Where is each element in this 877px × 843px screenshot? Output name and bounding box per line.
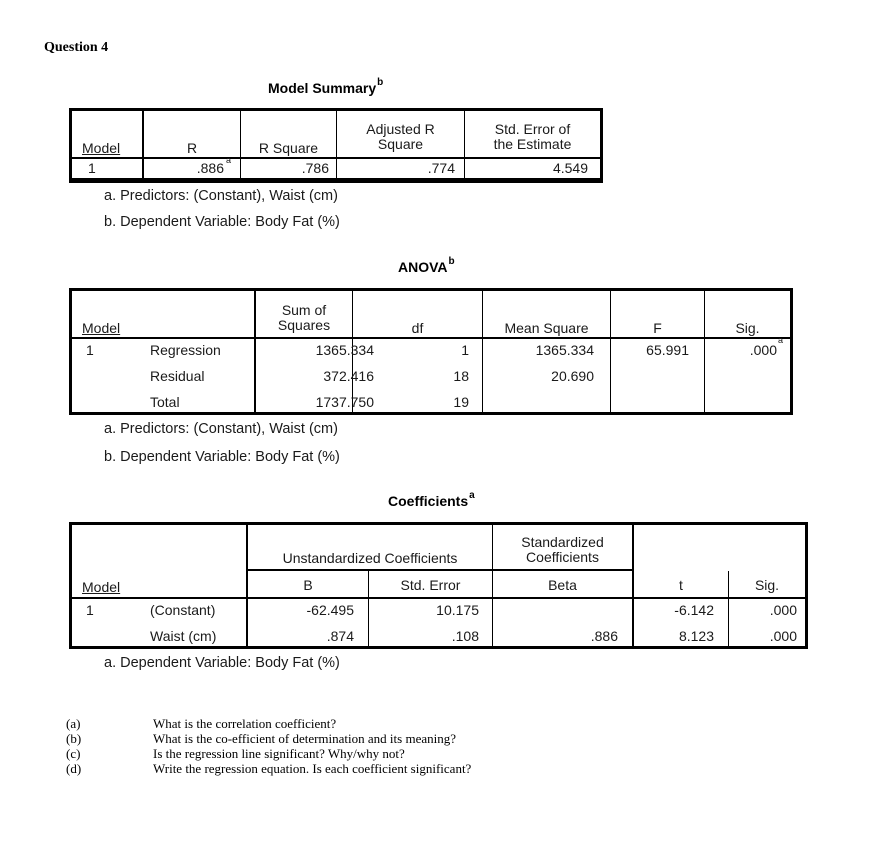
ms-footnote-a: a. Predictors: (Constant), Waist (cm)	[104, 188, 338, 204]
ms-cell-adj-r: .774	[427, 160, 455, 176]
anova-row-label: Regression	[150, 342, 221, 358]
anova-header-divider	[72, 337, 790, 339]
anova-cell-ss: 372.416	[323, 368, 374, 384]
ms-header-adj-r	[337, 122, 464, 152]
question-letter: (c)	[66, 746, 81, 761]
anova-header-ss-line1: Sum of	[281, 302, 327, 318]
ms-cell-r-square: .786	[301, 160, 329, 176]
coef-header-std-error: Std. Error	[400, 577, 461, 593]
anova-cell-df: 19	[453, 394, 469, 410]
anova-title	[398, 256, 455, 275]
anova-header-ss	[256, 303, 352, 333]
coefficients-table	[69, 522, 808, 649]
coef-cell-t: 8.123	[678, 628, 714, 644]
coef-header-std	[493, 535, 632, 565]
anova-row-label: Total	[150, 394, 180, 410]
ms-header-r: R	[186, 140, 198, 156]
coef-header-sig: Sig.	[754, 577, 780, 593]
coef-row-label: Waist (cm)	[150, 628, 217, 644]
question-text: What is the correlation coefficient?	[153, 716, 337, 731]
model-summary-table	[69, 108, 603, 183]
ms-cell-model: 1	[88, 160, 96, 176]
ms-header-std-error	[465, 122, 600, 152]
anova-cell-df: 1	[461, 342, 469, 358]
coef-cell-b: .874	[326, 628, 354, 644]
anova-cell-sig: .000	[749, 342, 777, 358]
coef-cell-model: 1	[86, 602, 94, 618]
ms-header-std-error-line1: Std. Error of	[494, 121, 571, 137]
coef-cell-sig: .000	[769, 602, 797, 618]
ms-cell-r: .886	[196, 160, 224, 176]
coef-cell-beta: .886	[590, 628, 618, 644]
anova-table	[69, 288, 793, 415]
ms-cell-r-sup: a	[226, 155, 232, 165]
question-letter: (b)	[66, 731, 82, 746]
anova-row-label: Residual	[150, 368, 205, 384]
anova-header-ss-line2: Squares	[277, 317, 331, 333]
question-letter: (d)	[66, 761, 82, 776]
coef-footnote-a: a. Dependent Variable: Body Fat (%)	[104, 655, 340, 671]
coefficients-title	[388, 490, 475, 509]
anova-header-model: Model	[82, 320, 121, 336]
ms-footnote-b: b. Dependent Variable: Body Fat (%)	[104, 214, 340, 230]
anova-cell-ss: 1365.334	[315, 342, 374, 358]
question-text: Is the regression line significant? Why/why not?	[153, 746, 405, 761]
anova-cell-f: 65.991	[646, 342, 689, 358]
coef-cell-b: -62.495	[306, 602, 354, 618]
coefficients-title-sup: a	[469, 490, 475, 501]
anova-title-sup: b	[448, 256, 455, 267]
coef-cell-se: .108	[451, 628, 479, 644]
coef-header-divider	[72, 597, 805, 599]
coef-header-unstd: Unstandardized Coefficients	[282, 550, 458, 566]
anova-cell-ms: 1365.334	[535, 342, 594, 358]
anova-cell-model: 1	[86, 342, 94, 358]
ms-cell-std-error: 4.549	[552, 160, 588, 176]
anova-header-f: F	[653, 320, 662, 336]
question-text: What is the co-efficient of determination and its meaning?	[153, 731, 456, 746]
coef-header-std-line1: Standardized	[521, 534, 604, 550]
anova-footnote-b: b. Dependent Variable: Body Fat (%)	[104, 449, 340, 465]
ms-header-adj-r-line2: Square	[377, 136, 424, 152]
coef-header-std-line2: Coefficients	[526, 549, 599, 565]
ms-header-model: Model	[82, 140, 121, 156]
question-letter: (a)	[66, 716, 81, 731]
ms-header-r-square: R Square	[258, 140, 319, 156]
anova-footnote-a: a. Predictors: (Constant), Waist (cm)	[104, 421, 338, 437]
anova-header-df: df	[411, 320, 424, 336]
model-summary-title	[268, 77, 384, 96]
anova-cell-sig-sup: a	[778, 335, 784, 345]
coef-cell-se: 10.175	[436, 602, 479, 618]
coef-cell-t: -6.142	[674, 602, 714, 618]
coef-row-label: (Constant)	[150, 602, 216, 618]
anova-header-ms: Mean Square	[504, 320, 589, 336]
anova-header-sig: Sig.	[735, 320, 760, 336]
coef-cell-sig: .000	[769, 628, 797, 644]
question-text: Write the regression equation. Is each coefficient significant?	[153, 761, 472, 776]
anova-cell-df: 18	[453, 368, 469, 384]
ms-header-std-error-line2: the Estimate	[493, 136, 572, 152]
anova-title-text: ANOVA	[398, 259, 448, 275]
coefficients-title-text: Coefficients	[388, 493, 469, 509]
question-title: Question 4	[44, 40, 109, 55]
model-summary-title-text: Model Summary	[268, 80, 377, 96]
coef-header-t: t	[679, 577, 683, 593]
anova-cell-ss: 1737.750	[315, 394, 374, 410]
model-summary-title-sup: b	[377, 77, 384, 88]
coef-header-model: Model	[82, 579, 121, 595]
anova-cell-ms: 20.690	[551, 368, 594, 384]
ms-header-adj-r-line1: Adjusted R	[366, 121, 435, 137]
coef-header-b: B	[303, 577, 313, 593]
coef-header-beta: Beta	[548, 577, 577, 593]
coef-group-divider	[248, 569, 634, 571]
